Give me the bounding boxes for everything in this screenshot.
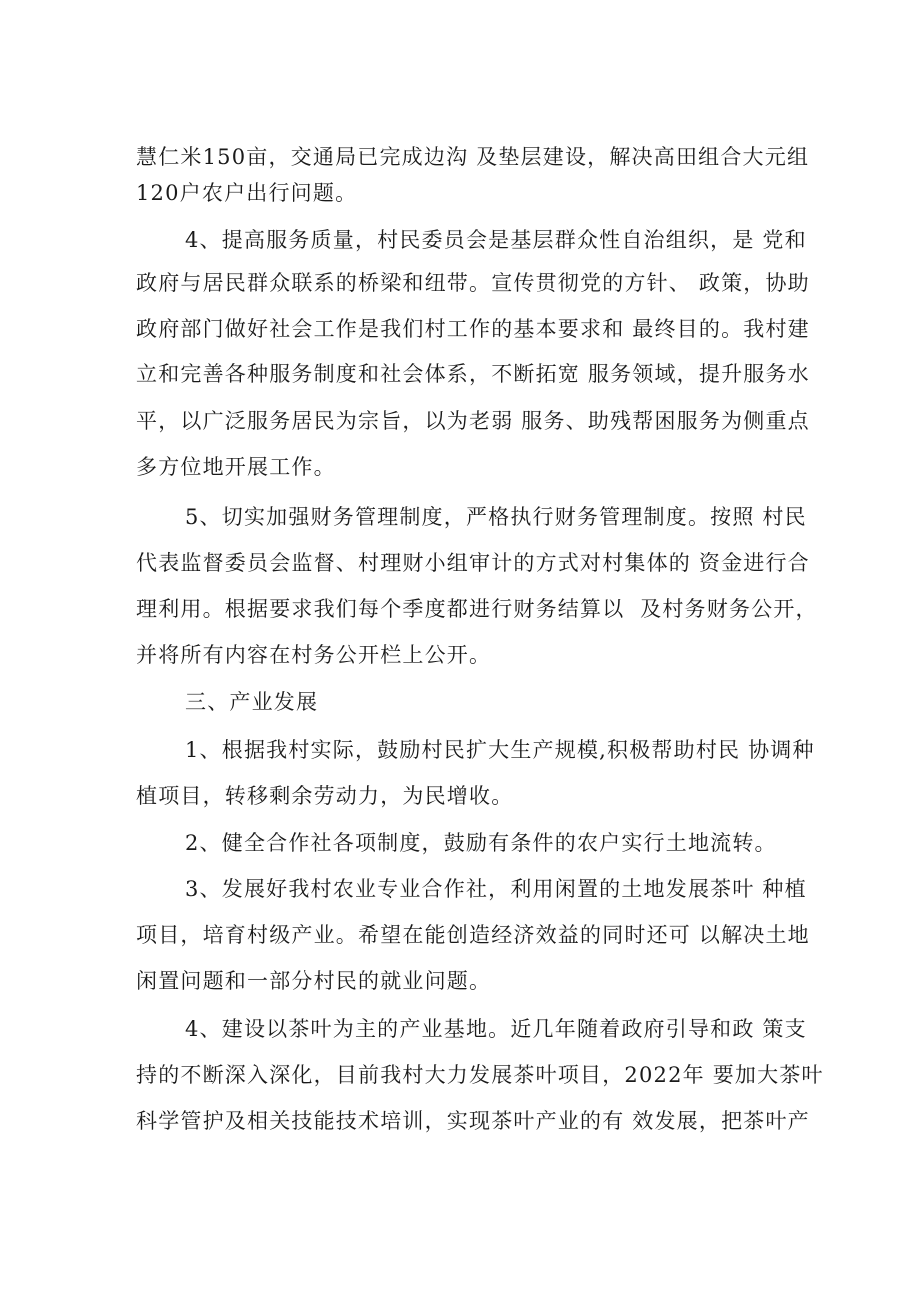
text-line: 5、切实加强财务管理制度，严格执行财务管理制度。按照 村民 [185, 505, 807, 529]
text-line: 1、根据我村实际，鼓励村民扩大生产规模,积极帮助村民 协调种 [185, 738, 815, 762]
text-line: 4、建设以茶叶为主的产业基地。近几年随着政府引导和政 策支 [185, 1017, 807, 1041]
text-line: 4、提高服务质量，村民委员会是基层群众性自治组织，是 党和 [185, 228, 807, 252]
text-line: 项目，培育村级产业。希望在能创造经济效益的同时还可 以解决土地 [136, 923, 810, 947]
text-line: 平，以广泛服务居民为宗旨，以为老弱 服务、助残帮困服务为侧重点 [136, 409, 810, 433]
text-line: 2、健全合作社各项制度，鼓励有条件的农户实行土地流转。 [185, 831, 777, 855]
text-line: 闲置问题和一部分村民的就业问题。 [136, 969, 492, 993]
text-line: 多方位地开展工作。 [136, 455, 336, 479]
text-line: 政府与居民群众联系的桥梁和纽带。宣传贯彻党的方针、 政策，协助 [136, 271, 810, 295]
text-line: 慧仁米150亩，交通局已完成边沟 及垫层建设，解决高田组合大元组 [136, 145, 810, 169]
text-line: 理利用。根据要求我们每个季度都进行财务结算以 及村务财务公开， [136, 597, 818, 621]
text-line: 持的不断深入深化，目前我村大力发展茶叶项目，2022年 要加大茶叶 [136, 1063, 824, 1087]
text-line: 立和完善各种服务制度和社会体系，不断拓宽 服务领域，提升服务水 [136, 362, 810, 386]
text-line: 并将所有内容在村务公开栏上公开。 [136, 643, 492, 667]
text-line: 120户农户出行问题。 [136, 181, 358, 205]
text-line: 科学管护及相关技能技术培训，实现茶叶产业的有 效发展，把茶叶产 [136, 1109, 810, 1133]
text-line: 政府部门做好社会工作是我们村工作的基本要求和 最终目的。我村建 [136, 317, 810, 341]
section-heading: 三、产业发展 [185, 690, 319, 714]
text-line: 植项目，转移剩余劳动力，为民增收。 [136, 784, 514, 808]
text-line: 代表监督委员会监督、村理财小组审计的方式对村集体的 资金进行合 [136, 551, 810, 575]
text-line: 3、发展好我村农业专业合作社，利用闲置的土地发展茶叶 种植 [185, 877, 807, 901]
